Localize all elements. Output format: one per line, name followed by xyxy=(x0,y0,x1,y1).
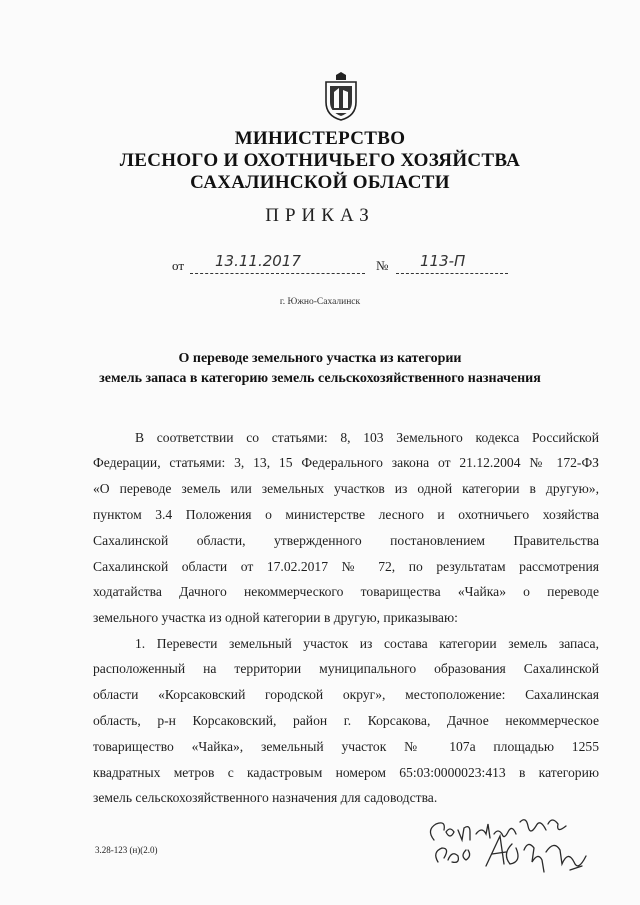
ministry-title-line-2: ЛЕСНОГО И ОХОТНИЧЬЕГО ХОЗЯЙСТВА xyxy=(119,150,521,171)
subject-line-2: земель запаса в категорию земель сельскохозяйственного назначения xyxy=(99,371,541,386)
date-underline xyxy=(190,273,365,274)
body-line-11: области «Корсаковский городской округ», местоположение: Сахалинская xyxy=(93,687,599,702)
order-subject xyxy=(0,349,640,389)
ministry-title xyxy=(0,128,640,194)
body-line-9: 1. Перевести земельный участок из состава категории земель запаса, xyxy=(135,636,599,651)
body-line-6: Сахалинской области от 17.02.2017 № 72, по результатам рассмотрения xyxy=(93,559,599,574)
number-underline xyxy=(396,273,508,274)
date-number-row xyxy=(170,250,510,280)
body-line-14: квадратных метров с кадастровым номером 65:03:0000023:413 в категорию xyxy=(93,765,599,780)
form-code: 3.28-123 (н)(2.0) xyxy=(95,845,158,855)
subject-line-1: О переводе земельного участка из категории xyxy=(178,351,462,366)
number-label: № xyxy=(376,258,389,273)
ministry-title-line-3: САХАЛИНСКОЙ ОБЛАСТИ xyxy=(190,172,450,193)
date-value: 13.11.2017 xyxy=(215,252,301,270)
body-line-10: расположенный на территории муниципального образования Сахалинской xyxy=(93,661,599,676)
date-label: от xyxy=(172,258,185,273)
city-line: г. Южно-Сахалинск xyxy=(279,297,361,307)
handwritten-signature xyxy=(420,800,620,880)
body-line-12: область, р-н Корсаковский, район г. Корсакова, Дачное некоммерческое xyxy=(93,713,599,728)
body-line-15: земель сельскохозяйственного назначения для садоводства. xyxy=(93,790,438,805)
coat-of-arms-emblem xyxy=(322,72,360,122)
body-line-5: Сахалинской области, утвержденного постановлением Правительства xyxy=(93,533,599,548)
body-line-13: товарищество «Чайка», земельный участок № 107а площадью 1255 xyxy=(93,739,599,754)
body-line-4: пунктом 3.4 Положения о министерстве лесного и охотничьего хозяйства xyxy=(93,507,599,522)
document-type-heading: ПРИКАЗ xyxy=(265,205,375,226)
body-line-8: земельного участка из одной категории в другую, приказываю: xyxy=(93,610,458,625)
body-line-1: В соответствии со статьями: 8, 103 Земельного кодекса Российской xyxy=(135,430,599,445)
body-line-3: «О переводе земель или земельных участков из одной категории в другую», xyxy=(93,481,599,496)
body-line-7: ходатайства Дачного некоммерческого товарищества «Чайка» о переводе xyxy=(93,584,599,599)
ministry-title-line-1: МИНИСТЕРСТВО xyxy=(234,128,406,149)
body-line-2: Федерации, статьями: 3, 13, 15 Федерального закона от 21.12.2004 № 172-ФЗ xyxy=(93,455,599,470)
number-value: 113-П xyxy=(420,252,466,270)
